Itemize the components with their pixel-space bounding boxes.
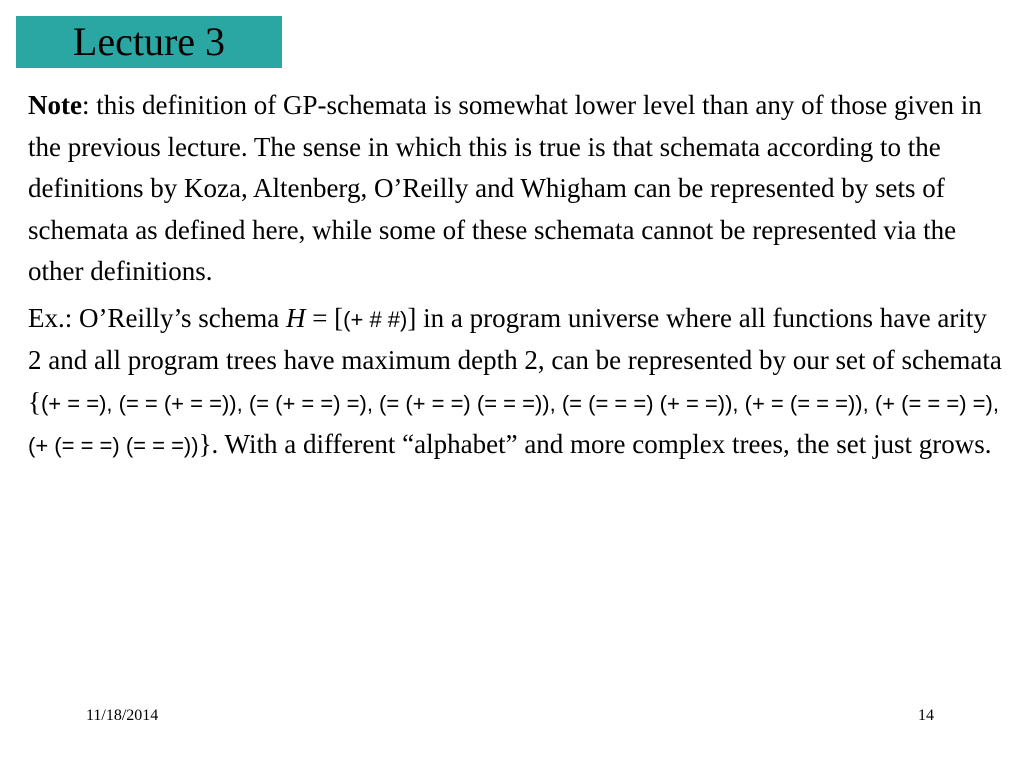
schemata-set: (+ = =), (= = (+ = =)), (= (+ = =) =), (= (+ = =) (= = =)), (= (= = =) (+ = =)), (+ = (= = =)), (+ (= = =) =), (+ (= = =) (= = =))	[28, 390, 999, 458]
schema-expression: (+ # #)	[343, 306, 408, 332]
example-intro: Ex.: O’Reilly’s schema	[28, 302, 286, 333]
note-paragraph	[28, 85, 1003, 293]
footer-date: 11/18/2014	[86, 707, 159, 724]
title-box	[16, 16, 282, 68]
slide-body	[28, 85, 1003, 467]
example-equals: = [	[305, 302, 344, 333]
example-description: ] in a program universe where all functions have arity 2 and all program trees have maximum depth 2, can be represented by our set of schemata {	[28, 302, 1002, 417]
note-text: : this definition of GP-schemata is somewhat lower level than any of those given in the previous lecture. The sense in which this is true is that schemata according to the definitions by Koza, Altenberg, O’Reilly and Whigham can be represented by sets of schemata as defined here, while some of these schemata cannot be represented via the other definitions.	[28, 90, 982, 286]
note-label: Note	[28, 90, 82, 120]
slide-title: Lecture 3	[72, 19, 226, 64]
example-paragraph	[28, 298, 1003, 467]
page-number: 14	[918, 707, 934, 724]
schema-variable: H	[285, 302, 306, 333]
example-closing: }. With a different “alphabet” and more complex trees, the set just grows.	[198, 429, 992, 459]
